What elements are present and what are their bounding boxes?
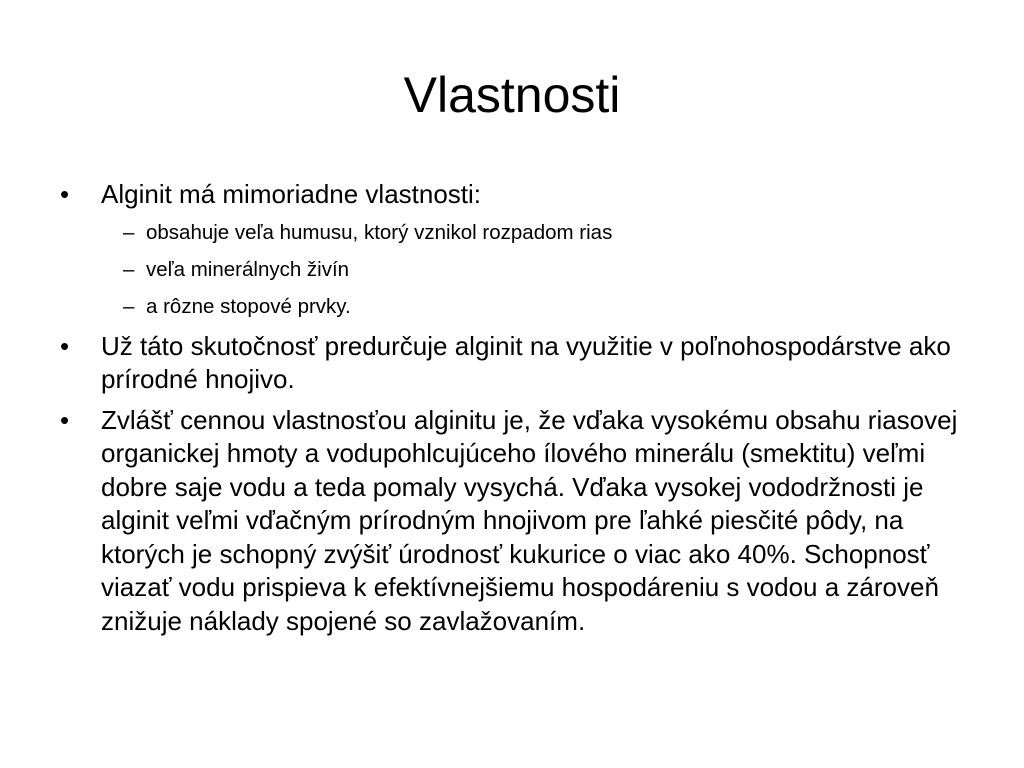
bullet-icon: • bbox=[60, 404, 70, 435]
bullet-icon: • bbox=[60, 330, 70, 361]
bullet-text: Zvlášť cennou vlastnosťou alginitu je, že vďaka vysokému obsahu riasovej organickej hmoty a vodupohlcujúceho ílového minerálu (smektitu) veľmi dobre saje vodu a teda pomaly vysychá. Vďaka vysokej vododržnosti je alginit veľmi vďačným prírodným hnojivom pre ľahké piesčité pôdy, na ktorých je schopný zvýšiť úrodnosť kukurice o viac ako 40%. Schopnosť viazať vodu prispieva k efektívnejšiemu hospodáreniu s vodou a zároveň znižuje náklady spojené so zavlažovaním. bbox=[101, 404, 958, 636]
sub-item-text: veľa minerálnych živín bbox=[146, 257, 350, 281]
dash-icon: – bbox=[123, 220, 135, 244]
sub-item-text: obsahuje veľa humusu, ktorý vznikol rozpadom rias bbox=[146, 220, 613, 244]
slide-title: Vlastnosti bbox=[403, 67, 621, 123]
bullet-item bbox=[58, 404, 978, 639]
sub-item bbox=[58, 256, 978, 284]
slide-body bbox=[58, 178, 978, 645]
sub-item-text: a rôzne stopové prvky. bbox=[146, 294, 351, 318]
bullet-icon: • bbox=[60, 179, 70, 209]
dash-icon: – bbox=[123, 294, 135, 318]
bullet-text: Už táto skutočnosť predurčuje alginit na využitie v poľnohospodárstve ako prírodné hnojivo. bbox=[101, 330, 951, 394]
dash-icon: – bbox=[123, 257, 135, 281]
sub-item bbox=[58, 293, 978, 321]
sub-list bbox=[58, 219, 978, 321]
bullet-item bbox=[58, 330, 978, 397]
bullet-item bbox=[58, 178, 978, 212]
bullet-text: Alginit má mimoriadne vlastnosti: bbox=[101, 179, 482, 209]
sub-item bbox=[58, 219, 978, 247]
